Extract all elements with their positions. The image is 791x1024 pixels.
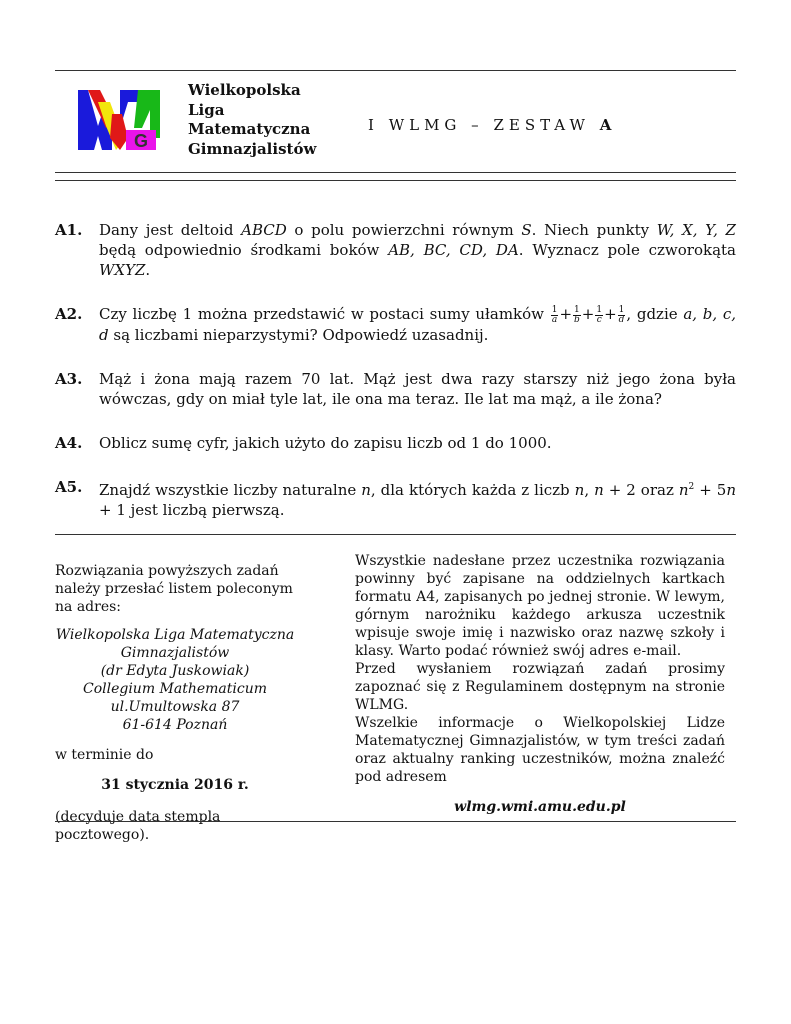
org-line: Wielkopolska bbox=[188, 81, 301, 99]
problem-number: A2. bbox=[55, 305, 83, 323]
address-line: 61-614 Poznań bbox=[122, 717, 228, 733]
submission-info bbox=[55, 562, 295, 844]
header-rule-1 bbox=[55, 172, 736, 173]
org-line: Matematyczna bbox=[188, 120, 311, 138]
bottom-rule bbox=[55, 821, 736, 822]
problem-number: A1. bbox=[55, 221, 83, 239]
problem-text: Dany jest deltoid ABCD o polu powierzchni równym S. Niech punkty W, X, Y, Z będą odpowiednio środkami boków AB, BC, CD, DA. Wyznacz pole czworokąta WXYZ. bbox=[99, 221, 736, 279]
problem bbox=[55, 220, 736, 280]
deadline-label: w terminie do bbox=[55, 747, 154, 763]
rules-info bbox=[355, 552, 725, 816]
problem-text: Mąż i żona mają razem 70 lat. Mąż jest dwa razy starszy niż jego żona była wówczas, gdy on miał tyle lat, ile ona ma teraz. Ile lat ma mąż, a ile żona? bbox=[99, 369, 736, 408]
postal-address bbox=[55, 626, 295, 734]
problem-number: A4. bbox=[55, 433, 83, 452]
deadline-date: 31 stycznia 2016 r. bbox=[101, 777, 249, 793]
problem bbox=[55, 304, 736, 345]
set-prefix: I WLMG – ZESTAW bbox=[368, 116, 600, 134]
address-line: Collegium Mathematicum bbox=[82, 681, 268, 697]
address-line: (dr Edyta Juskowiak) bbox=[100, 663, 250, 679]
set-title bbox=[368, 116, 611, 134]
problem-text: Znajdź wszystkie liczby naturalne n, dla których każda z liczb n, n + 2 oraz $n^2 + 5n + 1$ jest liczbą pierwszą. bbox=[99, 480, 736, 519]
rules-paragraph: Wszelkie informacje o Wielkopolskiej Lidze Matematycznej Gimnazjalistów, w tym treści zadań oraz aktualny ranking uczestników, można znaleźć pod adresem bbox=[355, 715, 725, 785]
logo-g-letter: G bbox=[134, 131, 149, 151]
problem bbox=[55, 369, 736, 409]
rules-paragraph: Wszystkie nadesłane przez uczestnika rozwiązania powinny być zapisane na oddzielnych kartkach formatu A4, zapisanych po jednej stronie. W lewym, górnym narożniku każdego arkusza uczestnik wpisuje swoje imię i nazwisko oraz nazwę szkoły i klasy. Warto podać również swój adres e-mail. bbox=[355, 553, 725, 659]
header-rule-2 bbox=[55, 180, 736, 181]
problem-number: A5. bbox=[55, 477, 83, 496]
problem bbox=[55, 477, 736, 520]
problem-text: Oblicz sumę cyfr, jakich użyto do zapisu liczb od 1 do 1000. bbox=[99, 433, 552, 452]
organization-name bbox=[188, 81, 316, 159]
wlmg-logo bbox=[76, 88, 162, 152]
org-line: Gimnazjalistów bbox=[188, 139, 317, 158]
problem-number: A3. bbox=[55, 369, 83, 388]
problem-list bbox=[55, 220, 736, 544]
address-line: Wielkopolska Liga Matematyczna bbox=[55, 627, 295, 643]
problem-text: Czy liczbę 1 można przedstawić w postaci sumy ułamków $\frac{1}{a}$ + $\frac{1}{b}$ + $\frac{1}{c}$ + $\frac{1}{d}$ , gdzie a, b, c, d są liczbami nieparzystymi? Odpowiedź uzasadnij. bbox=[99, 304, 736, 344]
problem bbox=[55, 433, 736, 453]
set-letter: A bbox=[599, 116, 612, 134]
address-line: ul.Umultowska 87 bbox=[110, 699, 240, 715]
top-rule bbox=[55, 70, 736, 71]
postmark-note: (decyduje data stempla pocztowego). bbox=[55, 809, 221, 843]
org-line: Liga bbox=[188, 100, 225, 119]
submission-intro: Rozwiązania powyższych zadań należy przesłać listem poleconym na adres: bbox=[55, 563, 293, 615]
middle-rule bbox=[55, 534, 736, 535]
address-line: Gimnazjalistów bbox=[120, 645, 230, 661]
website-link[interactable]: wlmg.wmi.amu.edu.pl bbox=[454, 799, 626, 815]
rules-paragraph: Przed wysłaniem rozwiązań zadań prosimy zapoznać się z Regulaminem dostępnym na stronie WLMG. bbox=[355, 661, 725, 713]
